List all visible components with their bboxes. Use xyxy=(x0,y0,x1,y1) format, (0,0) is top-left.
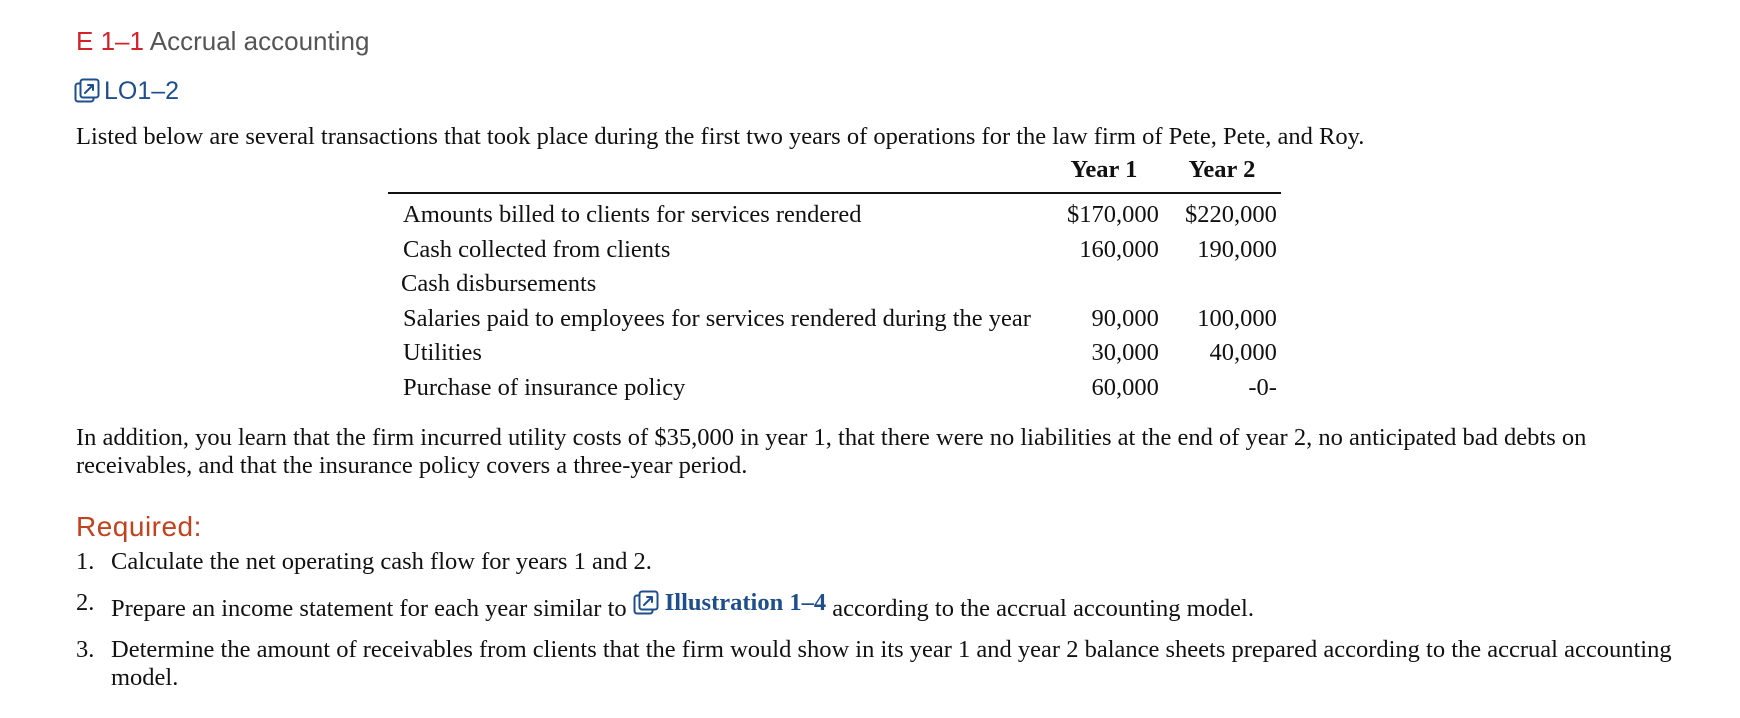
row-year1: 30,000 xyxy=(1091,339,1159,367)
learning-objective-label: LO1–2 xyxy=(104,77,180,105)
row-year2 xyxy=(1163,267,1281,302)
row-year2: -0- xyxy=(1248,373,1277,401)
item-text: Calculate the net operating cash flow for years 1 and 2. xyxy=(111,548,652,575)
additional-info-text: In addition, you learn that the firm incurred utility costs of $35,000 in year 1, that there were no liabilities at the end of year 2, no anticipated bad debts on receivables, and that the insurance policy covers a three-year period. xyxy=(76,424,1587,479)
item-number: 3. xyxy=(76,636,95,663)
external-link-icon xyxy=(633,590,659,616)
external-link-icon xyxy=(74,78,100,104)
table-row xyxy=(388,336,1281,371)
item-number: 2. xyxy=(76,589,95,616)
row-label: Cash disbursements xyxy=(401,270,597,298)
row-year1: 90,000 xyxy=(1091,304,1159,332)
row-year1: 160,000 xyxy=(1079,235,1159,263)
table-row xyxy=(388,371,1281,406)
illustration-link-label: Illustration 1–4 xyxy=(664,589,827,616)
illustration-link[interactable] xyxy=(633,589,826,617)
row-year1: 60,000 xyxy=(1091,373,1159,401)
row-year1: $170,000 xyxy=(1045,193,1163,233)
row-year2: $220,000 xyxy=(1163,193,1281,233)
exercise-code: E 1–1 xyxy=(76,26,144,56)
row-label: Purchase of insurance policy xyxy=(403,373,686,401)
item-number: 1. xyxy=(76,548,95,575)
row-label: Cash collected from clients xyxy=(403,235,671,263)
row-year2: 40,000 xyxy=(1209,339,1277,367)
learning-objective-link[interactable] xyxy=(74,74,179,108)
exercise-heading xyxy=(76,24,369,58)
table-row xyxy=(388,233,1281,268)
item-text: Determine the amount of receivables from clients that the firm would show in its year 1 and year 2 balance sheets prepared according to the accrual accounting model. xyxy=(111,636,1672,691)
list-item xyxy=(76,589,1676,623)
row-label: Amounts billed to clients for services rendered xyxy=(388,193,1045,233)
table-header-year2: Year 2 xyxy=(1188,156,1256,183)
intro-text: Listed below are several transactions that took place during the first two years of operations for the law firm of Pete, Pete, and Roy. xyxy=(76,123,1365,150)
table-header-label xyxy=(388,156,1045,193)
table-row xyxy=(388,267,1281,302)
transactions-table xyxy=(388,156,1281,405)
row-year2: 190,000 xyxy=(1197,235,1277,263)
list-item xyxy=(76,636,1676,692)
item-text-before: Prepare an income statement for each year similar to xyxy=(111,595,627,622)
table-row xyxy=(388,193,1281,233)
row-year1 xyxy=(1045,267,1163,302)
table-row xyxy=(388,302,1281,337)
table-header-year1: Year 1 xyxy=(1070,156,1138,183)
row-year2: 100,000 xyxy=(1197,304,1277,332)
exercise-title: Accrual accounting xyxy=(149,26,370,56)
row-label: Salaries paid to employees for services rendered during the year xyxy=(403,304,1031,332)
list-item xyxy=(76,548,1676,576)
item-text-after: according to the accrual accounting model. xyxy=(832,595,1254,622)
item-text xyxy=(111,589,1676,623)
row-label: Utilities xyxy=(403,339,482,367)
required-heading: Required: xyxy=(76,511,202,542)
requirements-list xyxy=(76,548,1676,705)
